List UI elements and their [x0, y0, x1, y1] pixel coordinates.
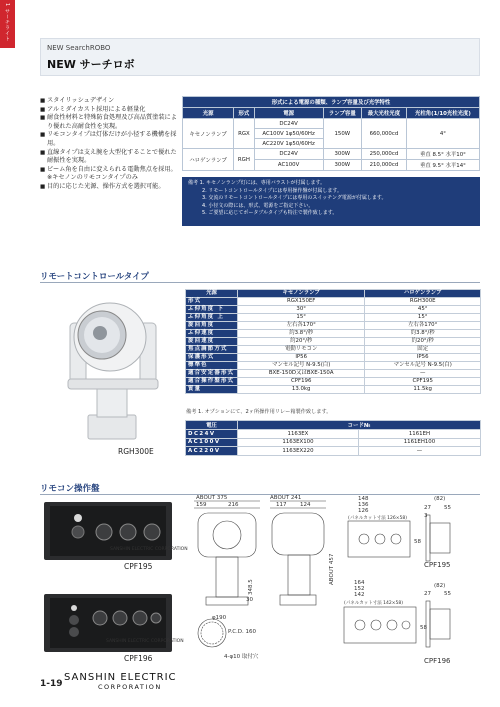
- row-label: AC100V: [186, 438, 238, 447]
- dim-124: 124: [300, 502, 311, 508]
- row-label: 適合安定器形式: [186, 370, 238, 378]
- dim-55b: 55: [444, 591, 451, 597]
- cell: 1161EH: [358, 430, 480, 439]
- cell: マンセル記号 N-9.5(白): [365, 362, 481, 370]
- dim-cut2: (パネルカット寸法 142×58): [344, 601, 403, 606]
- cell: 1163EX220: [238, 447, 359, 456]
- cell: 250,000cd: [361, 149, 406, 160]
- note-line: 3. 交流のリモートコントロールタイプには専用のスイッチング電源が付属します。: [202, 195, 387, 202]
- col-header: 光柱角(1/10光柱光度): [406, 108, 479, 119]
- dim-82: (82): [434, 496, 446, 502]
- dim-phi190: φ190: [212, 615, 227, 621]
- dim-58b: 58: [420, 625, 427, 631]
- table-caption: 形式による電源の種類、ランプ容量及び光学特性: [183, 97, 480, 108]
- cell: CPF195: [365, 378, 481, 386]
- cell: 300W: [323, 149, 361, 160]
- photo-caption: RGH300E: [118, 447, 154, 456]
- panel-caption-2: CPF196: [124, 654, 153, 663]
- note-line: 5. ご要望に応じてポータブルタイプも特注で製作致します。: [202, 210, 338, 217]
- cell: —: [358, 447, 480, 456]
- cell: 1163EX: [238, 430, 359, 439]
- col-header: 形式: [234, 108, 254, 119]
- dim-82b: (82): [434, 583, 446, 589]
- dim-3485: 348.5: [248, 579, 254, 595]
- section-divider: [40, 282, 480, 283]
- control-panel-cpf195-photo: [44, 502, 188, 560]
- remote-note: 備考 1. オプションにて、2ヶ所操作用リレー箱製作致します。: [186, 409, 332, 415]
- side-tab: [0, 0, 15, 48]
- row-label: 質量: [186, 386, 238, 394]
- cell: マンセル記号 N-9.5(白): [238, 362, 365, 370]
- control-panel-cpf196-photo: [44, 594, 184, 652]
- cell: 1163EX100: [238, 438, 359, 447]
- feature-list: [40, 97, 178, 192]
- dim-about457: ABOUT 457: [329, 553, 335, 585]
- col-header: 最大光柱光度: [361, 108, 406, 119]
- page-title: NEW サーチロボ: [47, 58, 135, 71]
- cell: 660,000cd: [361, 119, 406, 149]
- cell: RGX150EF: [238, 298, 365, 306]
- dim-pcd: P.C.D. 160: [228, 629, 257, 635]
- cell: キセノンランプ: [183, 119, 234, 149]
- cell: RGH300E: [365, 298, 481, 306]
- cell: 15°: [365, 314, 481, 322]
- cell: 左右各170°: [238, 322, 365, 330]
- cell: IP56: [238, 354, 365, 362]
- panel-brand-1: SANSHIN ELECTRIC CORPORATION: [110, 547, 188, 552]
- dim-holes: 4-φ10 取付穴: [224, 654, 259, 660]
- row-label: 旋回角度: [186, 322, 238, 330]
- note-line: 備考 1. キセノンランプ灯には、専用バラストが付属します。: [188, 180, 326, 186]
- dim-152: 152: [354, 586, 365, 592]
- dim-142: 142: [354, 592, 365, 598]
- panel-caption-1: CPF195: [124, 562, 153, 571]
- cell: 300W: [323, 160, 361, 171]
- dim-126: 126: [358, 508, 369, 514]
- feature-item: ■ アルミダイカスト採用による軽量化: [40, 106, 178, 115]
- dim-58: 58: [414, 539, 421, 545]
- dim-about375: ABOUT 375: [196, 495, 228, 501]
- cell: 11.5kg: [365, 386, 481, 394]
- cell: 4°: [406, 119, 479, 149]
- feature-item: ■ 直線タイプは支え腕を大型化することで優れた耐振性を実現。: [40, 149, 178, 166]
- cell: RGH: [234, 149, 254, 171]
- dim-148: 148: [358, 496, 369, 502]
- section-title-panel: リモコン操作盤: [40, 484, 100, 494]
- cell: RGX: [234, 119, 254, 149]
- row-label: 標準色: [186, 362, 238, 370]
- cell: AC100V: [254, 160, 323, 171]
- cell: 30°: [238, 306, 365, 314]
- row-label: ふ仰速度: [186, 330, 238, 338]
- dim-27b: 27: [424, 591, 431, 597]
- row-label: 形式: [186, 298, 238, 306]
- dimension-drawings: [188, 495, 483, 670]
- row-label: ふ仰角度 上: [186, 314, 238, 322]
- dim-117: 117: [276, 502, 287, 508]
- dim-27: 27: [424, 505, 431, 511]
- spec-table-light-source: [182, 96, 480, 171]
- cell: —: [365, 370, 481, 378]
- note-line: 2. リモートコントロールタイプには専用操作盤が付属します。: [202, 187, 343, 194]
- footer-brand-corp: CORPORATION: [98, 683, 162, 691]
- cell: 1161EH100: [358, 438, 480, 447]
- page-header: [40, 38, 480, 76]
- cell: 210,000cd: [361, 160, 406, 171]
- note-line: 4. 小径文の際には、形式、電源をご指定下さい。: [202, 202, 314, 209]
- cell: 左右各170°: [365, 322, 481, 330]
- feature-item: ■ ビーム角を自由に変えられる電動焦点を採用。※キセノンのリモコンタイプのみ: [40, 166, 178, 183]
- cell: 約3.8°/秒: [365, 330, 481, 338]
- notes-box: [182, 177, 480, 226]
- col-header: ランプ容量: [323, 108, 361, 119]
- cell: AC220V 1φ50/60Hz: [254, 139, 323, 149]
- row-label: 焦点調節方式: [186, 346, 238, 354]
- feature-item: ■ スタイリッシュデザイン: [40, 97, 178, 106]
- cell: コード№: [238, 421, 481, 430]
- dim-136: 136: [358, 502, 369, 508]
- col-header: 電源: [254, 108, 323, 119]
- cell: 垂直 8.5° 水平10°: [406, 149, 479, 160]
- col-header: 光源: [183, 108, 234, 119]
- cell: CPF196: [238, 378, 365, 386]
- section-title-remote: リモートコントロールタイプ: [40, 272, 149, 282]
- row-label: DC24V: [186, 430, 238, 439]
- dim-216: 216: [228, 502, 239, 508]
- dim-164: 164: [354, 580, 365, 586]
- cell: 13.0kg: [238, 386, 365, 394]
- cell: 15°: [238, 314, 365, 322]
- feature-item: ■ 目的に応じた光源、操作方式を選択可能。: [40, 183, 178, 192]
- panel-brand-2: SANSHIN ELECTRIC CORPORATION: [106, 639, 184, 644]
- cell: 45°: [365, 306, 481, 314]
- row-label: AC220V: [186, 447, 238, 456]
- cell: キセノンランプ: [238, 290, 365, 298]
- dim-159: 159: [196, 502, 207, 508]
- code-table: [185, 420, 481, 456]
- cell: 固定: [365, 346, 481, 354]
- row-label: 保護形式: [186, 354, 238, 362]
- cell: BXE-150D又はBXE-150A: [238, 370, 365, 378]
- panel-drawing-cpf196: [344, 601, 450, 647]
- cell: 約3.8°/秒: [238, 330, 365, 338]
- feature-item: ■ リモコンタイプは灯体だけが小径する機構を採用。: [40, 131, 178, 148]
- searchlight-icon: [52, 287, 182, 447]
- dim-55: 55: [444, 505, 451, 511]
- side-tab-label: 1 サーチライト: [4, 3, 10, 42]
- cell: DC24V: [254, 149, 323, 160]
- dim-cut1: (パネルカット寸法 126×58): [348, 516, 407, 521]
- searchlight-photo: [52, 287, 182, 447]
- cell: DC24V: [254, 119, 323, 129]
- front-drawing: [194, 501, 260, 647]
- footer-brand-logo: SANSHIN ELECTRIC: [64, 672, 177, 683]
- row-label: ふ仰角度 下: [186, 306, 238, 314]
- dim-30: 30: [246, 597, 253, 603]
- feature-item: ■ 耐食性材料と特殊防食処理及び高品質塗装により優れた高耐食性を実現。: [40, 114, 178, 131]
- panel-caption-3: CPF195: [424, 561, 451, 569]
- cell: 垂直 9.5° 水平14°: [406, 160, 479, 171]
- cell: 約20°/秒: [365, 338, 481, 346]
- page-number: 1-19: [40, 679, 63, 689]
- cell: IP56: [365, 354, 481, 362]
- cell: AC100V 1φ50/60Hz: [254, 129, 323, 139]
- cell: 光源: [186, 290, 238, 298]
- cell: 約20°/秒: [238, 338, 365, 346]
- row-label: 旋回速度: [186, 338, 238, 346]
- dim-about241: ABOUT 241: [270, 495, 302, 501]
- side-drawing: [270, 501, 326, 605]
- panel-caption-4: CPF196: [424, 657, 451, 665]
- cell: 電動リモコン: [238, 346, 365, 354]
- dim-3: 3: [424, 513, 428, 519]
- page-subtitle: NEW SearchROBO: [47, 44, 111, 52]
- row-label: 適合操作盤形式: [186, 378, 238, 386]
- cell: 電圧: [186, 421, 238, 430]
- cell: ハロゲンランプ: [365, 290, 481, 298]
- cell: ハロゲンランプ: [183, 149, 234, 171]
- cell: 150W: [323, 119, 361, 149]
- panel-drawing-cpf195: [348, 515, 450, 561]
- spec-table-remote: [185, 289, 481, 394]
